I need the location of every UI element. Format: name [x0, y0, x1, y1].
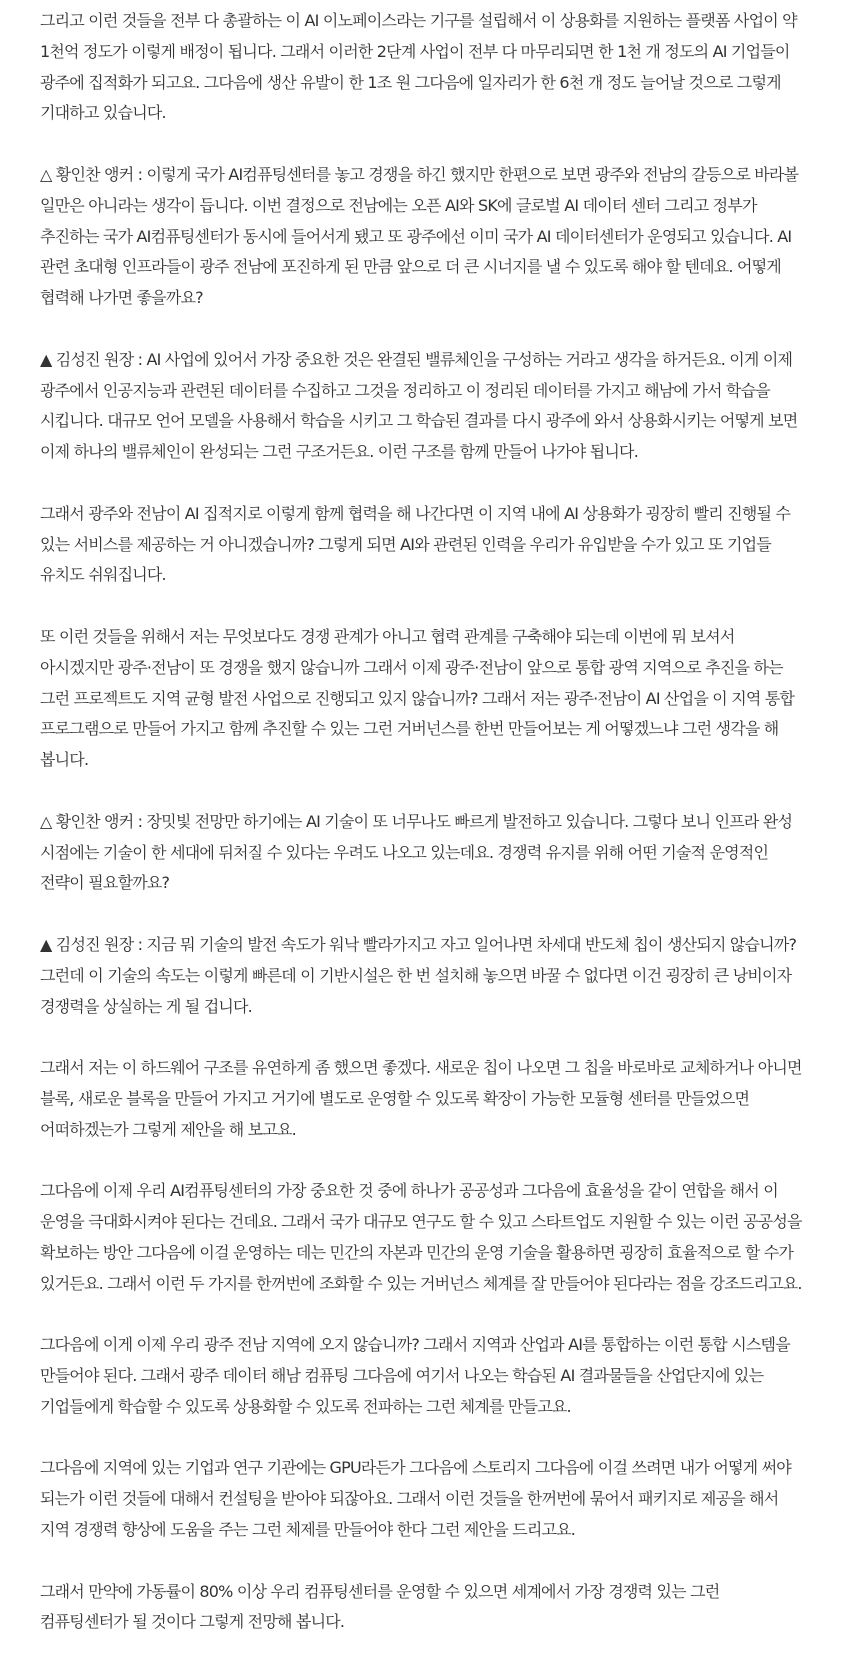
article-paragraph: 그래서 광주와 전남이 AI 집적지로 이렇게 함께 협력을 해 나간다면 이 지역 내에 AI 상용화가 굉장히 빨리 진행될 수 있는 서비스를 제공하는 거 아니겠습니까? 그렇게 되면 AI와 관련된 인력을 우리가 유입받을 수가 있고 또 기업들 유치도 쉬워집니다.	[40, 503, 791, 585]
article-paragraph: ▲ 김성진 원장 : AI 사업에 있어서 가장 중요한 것은 완결된 밸류체인을 구성하는 거라고 생각을 하거든요. 이게 이제 광주에서 인공지능과 관련된 데이터를 수집하고 그것을 정리하고 이 정리된 데이터를 가지고 해남에 가서 학습을 시킵니다. 대규모 언어 모델을 사용해서 학습을 시키고 그 학습된 결과를 다시 광주에 와서 상용화시키는 어떻게 보면 이제 하나의 밸류체인이 완성되는 그런 구조거든요. 이런 구조를 함께 만들어 나가야 됩니다.	[40, 349, 798, 462]
article-paragraph: 그리고 이런 것들을 전부 다 총괄하는 이 AI 이노페이스라는 기구를 설립해서 이 상용화를 지원하는 플랫폼 사업이 약 1천억 정도가 이렇게 배정이 됩니다. 그래서 이러한 2단계 사업이 전부 다 마무리되면 한 1천 개 정도의 AI 기업들이 광주에 집적화가 되고요. 그다음에 생산 유발이 한 1조 원 그다음에 일자리가 한 6천 개 정도 늘어날 것으로 그렇게 기대하고 있습니다.	[40, 11, 797, 123]
article-paragraph: 또 이런 것들을 위해서 저는 무엇보다도 경쟁 관계가 아니고 협력 관계를 구축해야 되는데 이번에 뭐 보셔서 아시겠지만 광주·전남이 또 경쟁을 했지 않습니까 그래서 이제 광주·전남이 앞으로 통합 광역 지역으로 추진을 하는 그런 프로젝트도 지역 균형 발전 사업으로 진행되고 있지 않습니까? 그래서 저는 광주·전남이 AI 산업을 이 지역 통합 프로그램으로 만들어 가지고 함께 추진할 수 있는 그런 거버넌스를 한번 만들어보는 게 어떻겠느냐 그런 생각을 해 봅니다.	[40, 626, 795, 770]
article-paragraph: 그래서 저는 이 하드웨어 구조를 유연하게 좀 했으면 좋겠다. 새로운 칩이 나오면 그 칩을 바로바로 교체하거나 아니면 블록, 새로운 블록을 만들어 가지고 거기에 별도로 운영할 수 있도록 확장이 가능한 모듈형 센터를 만들었으면 어떠하겠는가 그렇게 제안을 해 보고요.	[40, 1058, 802, 1139]
article-paragraph: 그다음에 지역에 있는 기업과 연구 기관에는 GPU라든가 그다음에 스토리지 그다음에 이걸 쓰려면 내가 어떻게 써야 되는가 이런 것들에 대해서 컨설팅을 받아야 되잖아요. 그래서 이런 것들을 한꺼번에 묶어서 패키지로 제공을 해서 지역 경쟁력 향상에 도움을 주는 그런 체제를 만들어야 한다 그런 제안을 드리고요.	[40, 1458, 791, 1540]
article-paragraph: 그다음에 이제 우리 AI컴퓨팅센터의 가장 중요한 것 중에 하나가 공공성과 그다음에 효율성을 같이 연합을 해서 이 운영을 극대화시켜야 된다는 건데요. 그래서 국가 대규모 연구도 할 수 있고 스타트업도 지원할 수 있는 이런 공공성을 확보하는 방안 그다음에 이걸 운영하는 데는 민간의 자본과 민간의 운영 기술을 활용하면 굉장히 효율적으로 할 수가 있거든요. 그래서 이런 두 가지를 한꺼번에 조화할 수 있는 거버넌스 체계를 잘 만들어야 된다라는 점을 강조드리고요.	[40, 1181, 802, 1293]
article-paragraph: △ 황인찬 앵커 : 이렇게 국가 AI컴퓨팅센터를 놓고 경쟁을 하긴 했지만 한편으로 보면 광주와 전남의 갈등으로 바라볼 일만은 아니라는 생각이 듭니다. 이번 결정으로 전남에는 오픈 AI와 SK에 글로벌 AI 데이터 센터 그리고 정부가 추진하는 국가 AI컴퓨팅센터가 동시에 들어서게 됐고 또 광주에선 이미 국가 AI 데이터센터가 운영되고 있습니다. AI 관련 초대형 인프라들이 광주 전남에 포진하게 된 만큼 앞으로 더 큰 시너지를 낼 수 있도록 해야 할 텐데요. 어떻게 협력해 나가면 좋을까요?	[40, 164, 799, 308]
article-paragraph: 그다음에 이게 이제 우리 광주 전남 지역에 오지 않습니까? 그래서 지역과 산업과 AI를 통합하는 이런 통합 시스템을 만들어야 된다. 그래서 광주 데이터 해남 컴퓨팅 그다음에 여기서 나오는 학습된 AI 결과물들을 산업단지에 있는 기업들에게 학습할 수 있도록 상용화할 수 있도록 전파하는 그런 체계를 만들고요.	[40, 1335, 790, 1416]
article-paragraph: △ 황인찬 앵커 : 장밋빛 전망만 하기에는 AI 기술이 또 너무나도 빠르게 발전하고 있습니다. 그렇다 보니 인프라 완성 시점에는 기술이 한 세대에 뒤처질 수 있다는 우려도 나오고 있는데요. 경쟁력 유지를 위해 어떤 기술적 운영적인 전략이 필요할까요?	[40, 811, 793, 893]
article-paragraph: 그래서 만약에 가동률이 80% 이상 우리 컴퓨팅센터를 운영할 수 있으면 세계에서 가장 경쟁력 있는 그런 컴퓨팅센터가 될 것이다 그렇게 전망해 봅니다.	[40, 1581, 720, 1632]
article-paragraph: ▲ 김성진 원장 : 지금 뭐 기술의 발전 속도가 워낙 빨라가지고 자고 일어나면 차세대 반도체 칩이 생산되지 않습니까? 그런데 이 기술의 속도는 이렇게 빠른데 이 기반시설은 한 번 설치해 놓으면 바꿀 수 없다면 이건 굉장히 큰 낭비이자 경쟁력을 상실하는 게 될 겁니다.	[40, 934, 797, 1016]
